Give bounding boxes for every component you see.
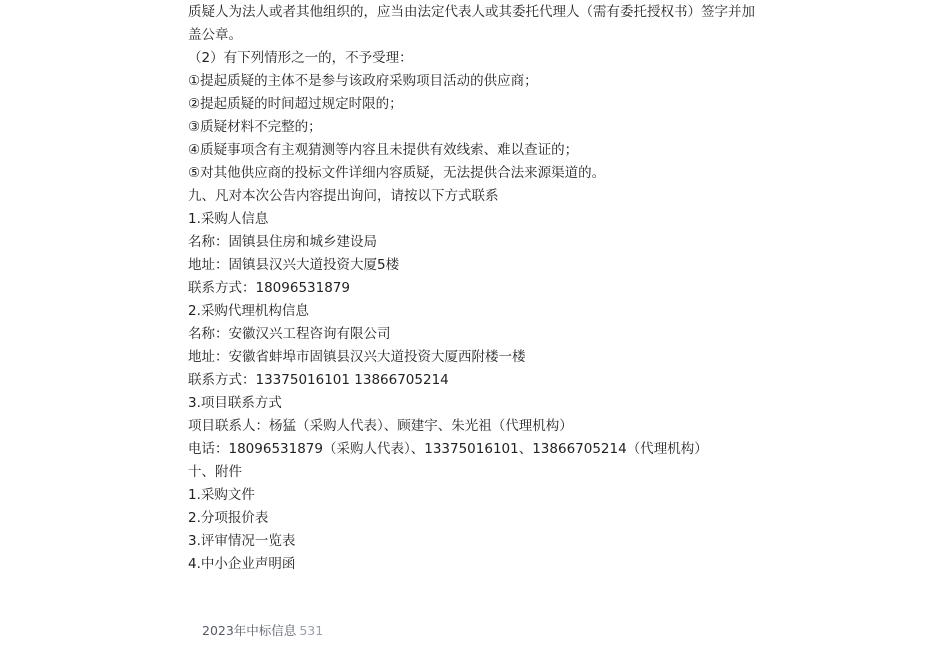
attachment-item-sme-declaration: 4.中小企业声明函 — [188, 556, 296, 572]
purchaser-name: 名称：固镇县住房和城乡建设局 — [188, 234, 377, 250]
agency-name: 名称：安徽汉兴工程咨询有限公司 — [188, 326, 391, 342]
purchaser-phone: 联系方式：18096531879 — [188, 280, 350, 296]
text-line-rejection-5: ⑤对其他供应商的投标文件详细内容质疑，无法提供合法来源渠道的。 — [188, 165, 606, 181]
subheading-purchaser-info: 1.采购人信息 — [188, 211, 269, 227]
tag-count: 531 — [299, 623, 324, 638]
purchaser-address: 地址：固镇县汉兴大道投资大厦5楼 — [188, 257, 400, 273]
text-line-rejection-4: ④质疑事项含有主观猜测等内容且未提供有效线索、难以查证的； — [188, 142, 579, 158]
text-line-rejection-2: ②提起质疑的时间超过规定时限的； — [188, 96, 403, 112]
attachment-item-review-summary: 3.评审情况一览表 — [188, 533, 296, 549]
subheading-project-contact: 3.项目联系方式 — [188, 395, 282, 411]
subheading-agency-info: 2.采购代理机构信息 — [188, 303, 309, 319]
text-line-rejection-3: ③质疑材料不完整的； — [188, 119, 322, 135]
tag-link[interactable]: 2023年中标信息 — [202, 623, 297, 638]
project-contact-phones: 电话：18096531879（采购人代表）、13375016101、13866705214（代理机构） — [188, 441, 708, 457]
project-contact-persons: 项目联系人：杨猛（采购人代表）、顾建宇、朱光祖（代理机构） — [188, 418, 573, 434]
agency-phone: 联系方式：13375016101 13866705214 — [188, 372, 449, 388]
section-heading-attachments: 十、附件 — [188, 464, 242, 480]
article-tag[interactable] — [202, 622, 323, 640]
text-line-rejection-heading: （2）有下列情形之一的，不予受理： — [188, 50, 413, 66]
agency-address: 地址：安徽省蚌埠市固镇县汉兴大道投资大厦西附楼一楼 — [188, 349, 526, 365]
text-line-complaint-signature: 质疑人为法人或者其他组织的，应当由法定代表人或其委托代理人（需有委托授权书）签字并加盖公章。 — [188, 4, 755, 43]
attachment-item-procurement-docs: 1.采购文件 — [188, 487, 255, 503]
text-line-rejection-1: ①提起质疑的主体不是参与该政府采购项目活动的供应商； — [188, 73, 538, 89]
section-heading-contact: 九、凡对本次公告内容提出询问，请按以下方式联系 — [188, 188, 499, 204]
attachment-item-price-breakdown: 2.分项报价表 — [188, 510, 269, 526]
announcement-body — [188, 1, 768, 576]
